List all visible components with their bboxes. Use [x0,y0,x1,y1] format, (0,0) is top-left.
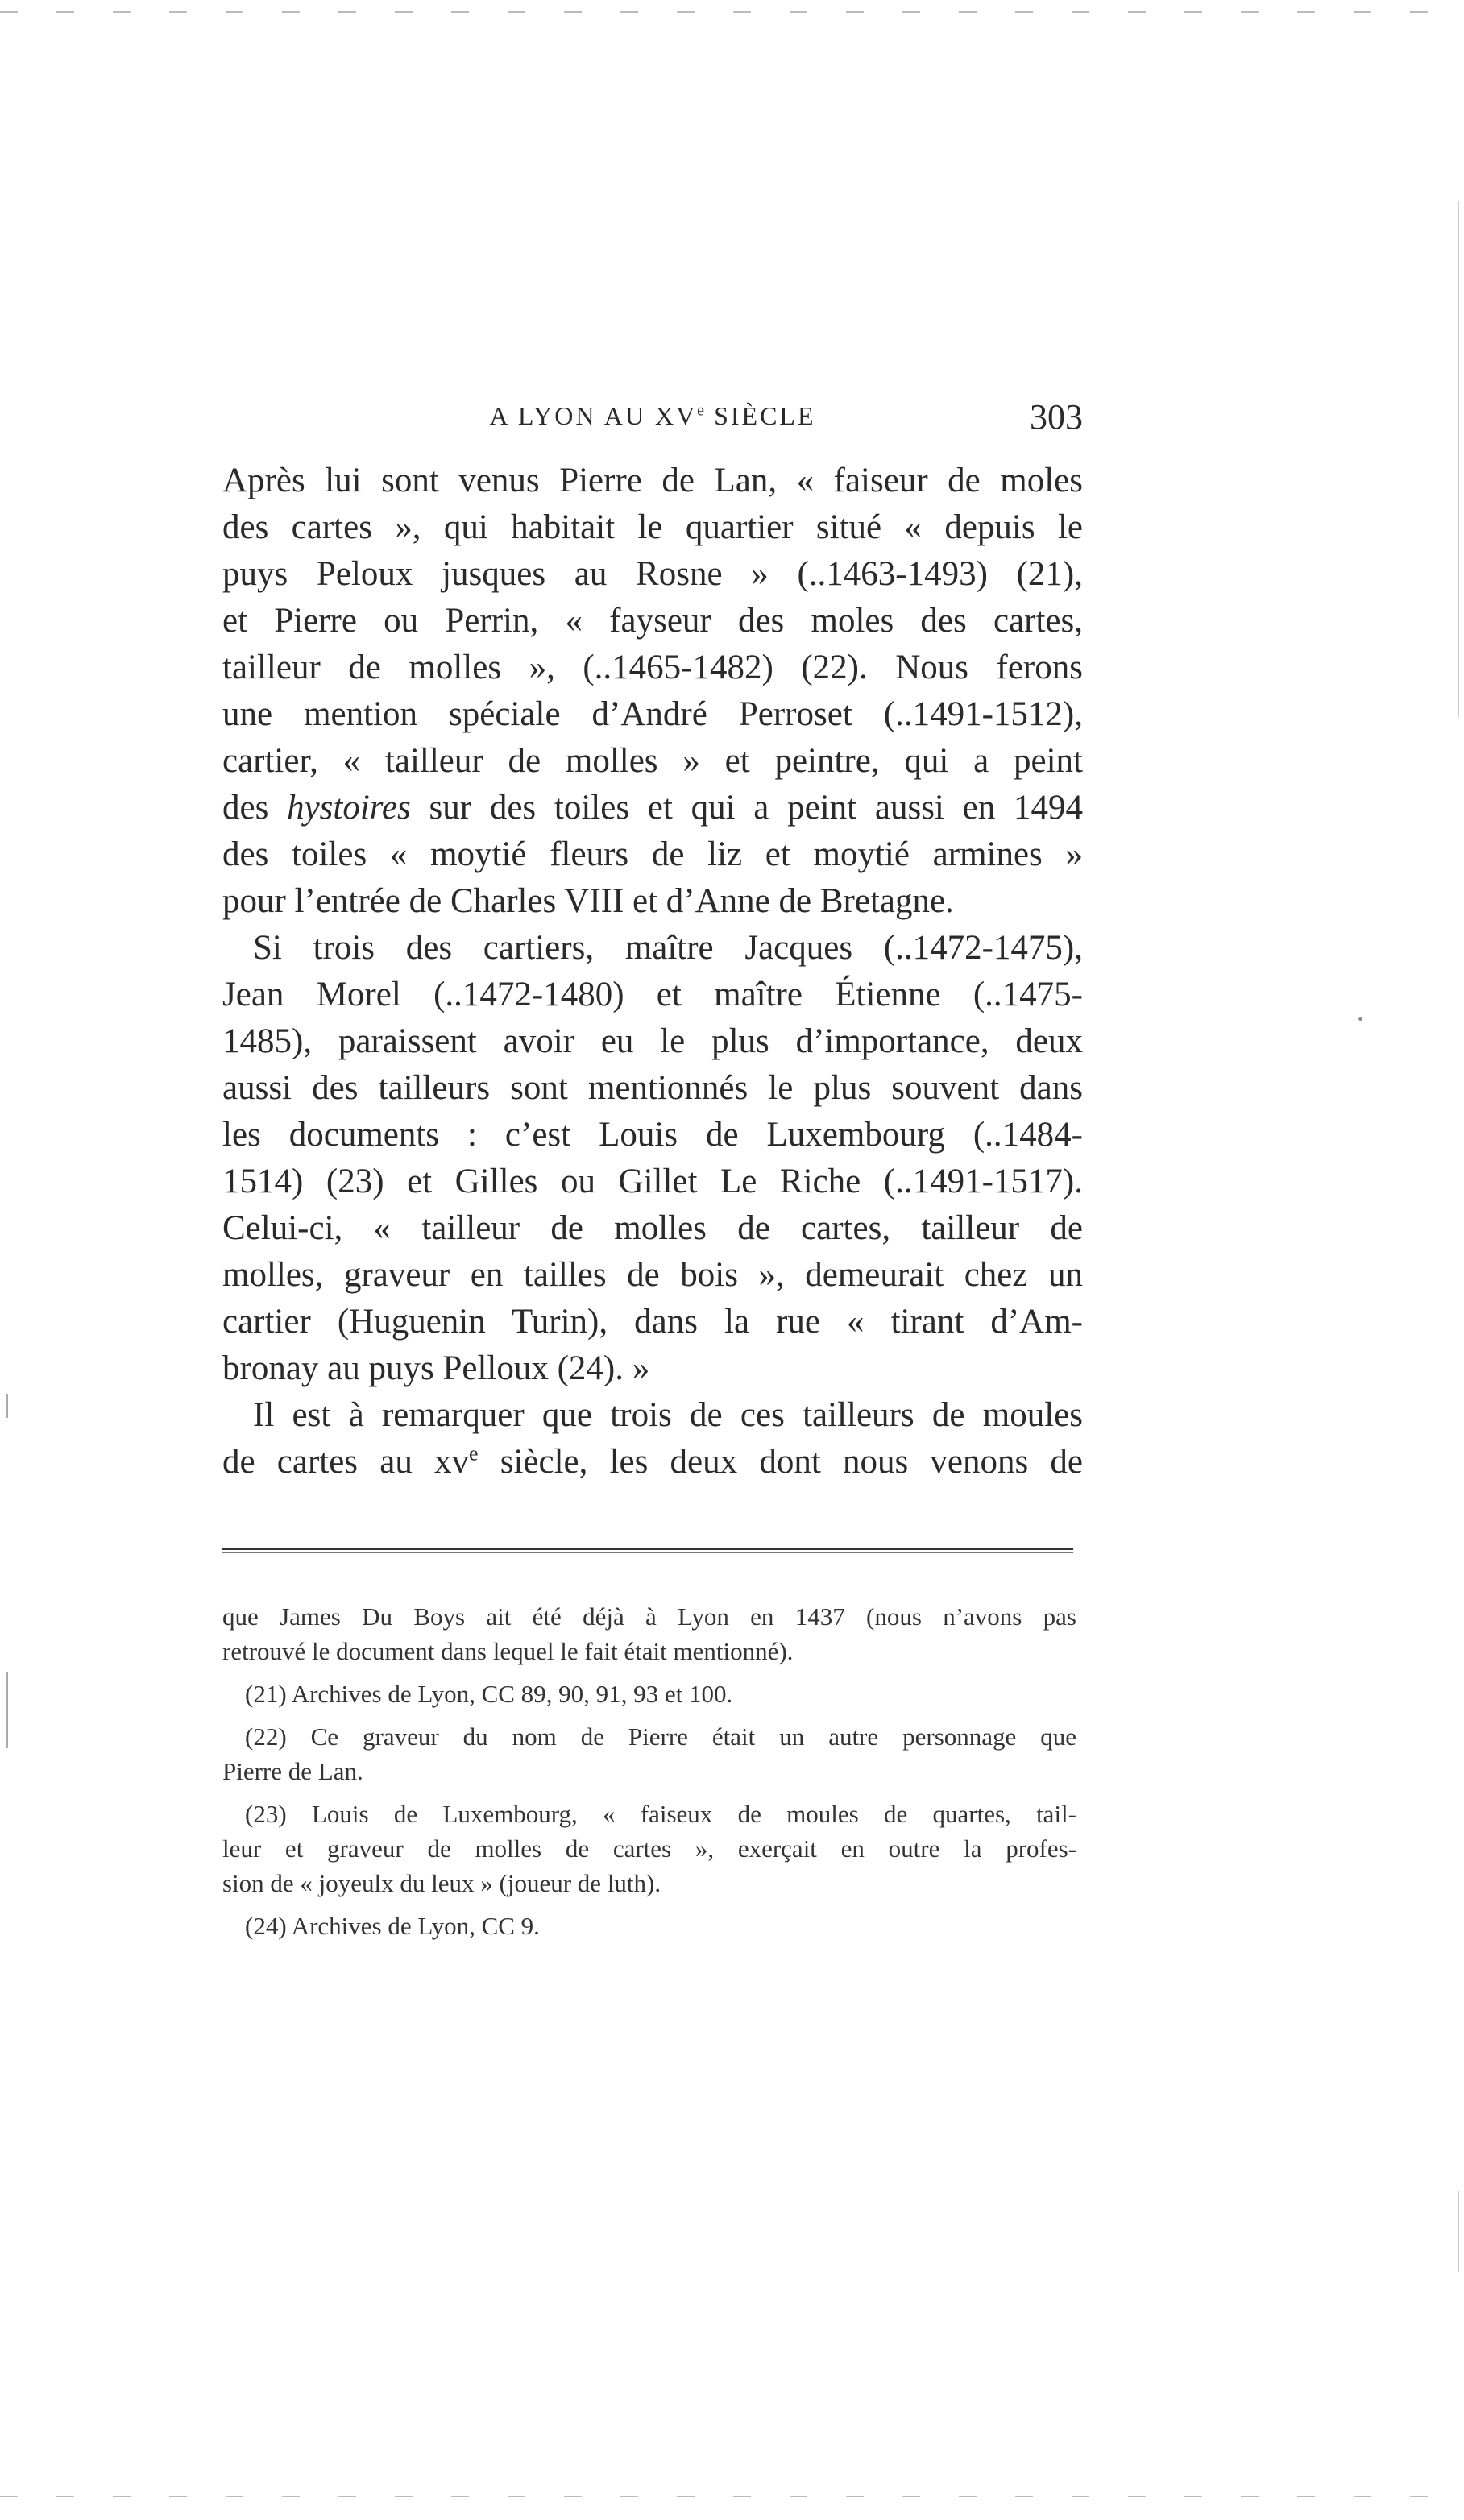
margin-mark [6,1394,8,1418]
footnote-line: Pierre de Lan. [222,1757,363,1785]
text-line: puys Peloux jusques au Rosne » (..1463-1493) (21), [222,555,1083,593]
text-line [222,1439,1083,1486]
footnote-24: (24) Archives de Lyon, CC 9. [245,1912,540,1940]
text-line: des toiles « moytié fleurs de liz et moytié armines » [222,835,1083,873]
text-line: molles, graveur en tailles de bois », demeurait chez un [222,1256,1083,1294]
italic-word: hystoires [287,789,411,827]
scan-speck [1358,1017,1362,1021]
text-run: sur des toiles et qui a peint aussi en 1494 [410,789,1083,827]
running-title-suffix: SIÈCLE [705,401,816,430]
text-line: les documents : c’est Louis de Luxembourg (..1484- [222,1116,1083,1154]
running-title-sup: e [697,401,706,420]
text-line: Jean Morel (..1472-1480) et maître Étienne (..1475- [222,976,1083,1013]
text-run: de cartes au xv [222,1443,470,1481]
margin-mark [1458,2191,1459,2272]
running-head [222,396,1083,445]
footnote-line: sion de « joyeulx du leux » (joueur de luth). [222,1869,661,1897]
footnote-23: (23) Louis de Luxembourg, « faiseux de moules de quartes, tail- [245,1800,1076,1828]
margin-mark [6,1672,8,1748]
footnotes [222,1599,1076,1943]
text-line: bronay au puys Pelloux (24). » [222,1349,650,1387]
margin-mark [1458,201,1459,717]
text-run: des [222,789,288,827]
text-line: tailleur de molles », (..1465-1482) (22). Nous ferons [222,649,1083,686]
running-title [222,401,1083,431]
text-line: Après lui sont venus Pierre de Lan, « faiseur de moles [222,462,1083,499]
text-line: cartier (Huguenin Turin), dans la rue « tirant d’Am- [222,1303,1083,1341]
text-run: siècle, les deux dont nous venons de [478,1443,1083,1481]
text-line: aussi des tailleurs sont mentionnés le plus souvent dans [222,1069,1083,1107]
text-line: pour l’entrée de Charles VIII et d’Anne de Bretagne. [222,882,954,920]
body-text [222,458,1083,1486]
text-line: et Pierre ou Perrin, « fayseur des moles des cartes, [222,602,1083,640]
text-line: cartier, « tailleur de molles » et peintre, qui a peint [222,742,1083,780]
scan-edge-bottom [0,2496,1464,2497]
footnote-line: retrouvé le document dans lequel le fait était mentionné). [222,1637,794,1665]
text-line: 1514) (23) et Gilles ou Gillet Le Riche (..1491-1517). [222,1163,1083,1200]
scan-edge-top [0,11,1464,13]
footnote-22: (22) Ce graveur du nom de Pierre était un autre personnage que [245,1722,1076,1751]
footnote-separator [222,1548,1073,1550]
page-number: 303 [1030,397,1083,437]
text-line: Celui-ci, « tailleur de molles de cartes, tailleur de [222,1209,1083,1247]
text-line: une mention spéciale d’André Perroset (..1491-1512), [222,695,1083,733]
text-line: Il est à remarquer que trois de ces tailleurs de moules [253,1396,1083,1434]
text-line: des cartes », qui habitait le quartier situé « depuis le [222,508,1083,546]
footnote-line: que James Du Boys ait été déjà à Lyon en 1437 (nous n’avons pas [222,1602,1076,1631]
text-line [222,785,1083,831]
footnote-21: (21) Archives de Lyon, CC 89, 90, 91, 93 et 100. [245,1680,733,1708]
running-title-text: A LYON AU XV [489,401,698,430]
footnote-line: leur et graveur de molles de cartes », exerçait en outre la profes- [222,1834,1076,1863]
text-line: 1485), paraissent avoir eu le plus d’importance, deux [222,1022,1083,1060]
text-line: Si trois des cartiers, maître Jacques (..1472-1475), [253,929,1083,967]
superscript: e [469,1441,479,1465]
